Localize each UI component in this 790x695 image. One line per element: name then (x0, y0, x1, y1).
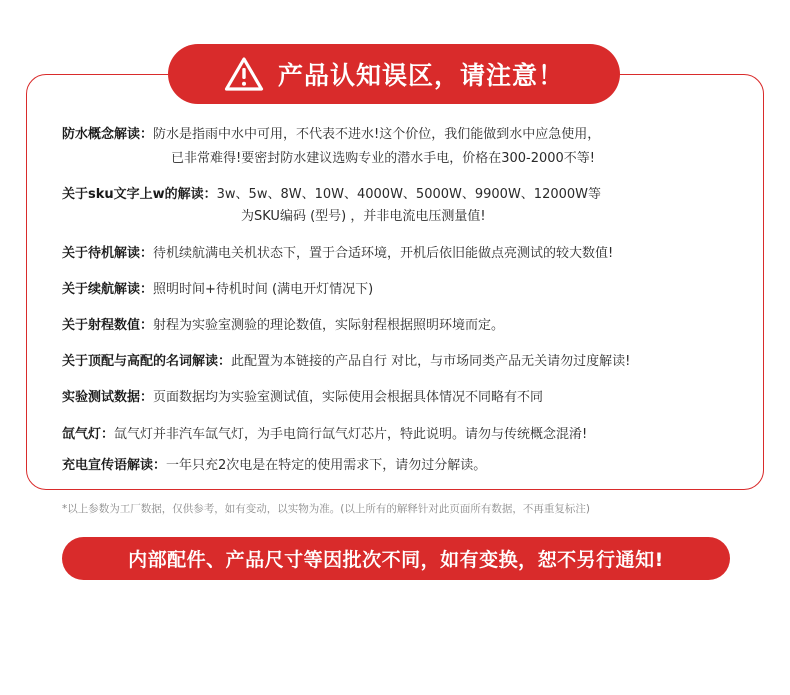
info-label: 关于续航解读： (62, 282, 154, 297)
info-text: 一年只充2次电是在特定的使用需求下，请勿过分解读。 (166, 458, 487, 473)
info-text: 此配置为本链接的产品自行 对比，与市场同类产品无关请勿过度解读! (231, 354, 631, 369)
info-label: 氙气灯： (62, 427, 115, 442)
info-label: 关于sku文字上w的解读： (62, 187, 217, 202)
notice-text: 内部配件、产品尺寸等因批次不同，如有变换，恕不另行通知! (128, 549, 664, 571)
footnote: *以上参数为工厂数据，仅供参考，如有变动，以实物为准。(以上所有的解释针对此页面所有数据，不再重复标注) (62, 503, 590, 515)
info-text: 照明时间+待机时间 (满电开灯情况下) (153, 282, 374, 297)
info-text: 防水是指雨中水中可用，不代表不进水!这个价位，我们能做到水中应急使用， (153, 127, 601, 142)
page-title: 产品认知误区，请注意！ (277, 61, 564, 90)
info-label: 充电宣传语解读： (62, 458, 167, 473)
info-row-charging (62, 455, 486, 477)
info-text: 射程为实验室测验的理论数值，实际射程根据照明环境而定。 (153, 318, 505, 333)
info-label: 关于待机解读： (62, 246, 154, 261)
info-row-config (62, 351, 630, 373)
info-row-waterproof (62, 124, 600, 146)
info-label: 防水概念解读： (62, 127, 154, 142)
info-row-xenon (62, 424, 587, 446)
info-text: 3w、5w、8W、10W、4000W、5000W、9900W、12000W等 (216, 187, 602, 202)
info-text: 待机续航满电关机状态下，置于合适环境，开机后依旧能做点亮测试的较大数值! (153, 246, 614, 261)
info-continuation: 已非常难得!要密封防水建议选购专业的潜水手电，价格在300-2000不等! (171, 151, 596, 166)
info-label: 关于射程数值： (62, 318, 154, 333)
info-row-range (62, 315, 504, 337)
warning-title-banner (168, 44, 620, 104)
info-row-sku (62, 184, 601, 206)
warning-triangle-icon (224, 56, 264, 92)
info-row-standby (62, 243, 613, 265)
info-label: 关于顶配与高配的名词解读： (62, 354, 232, 369)
info-text: 氙气灯并非汽车氙气灯，为手电筒行氙气灯芯片，特此说明。请勿与传统概念混淆! (114, 427, 588, 442)
info-row-endurance (62, 279, 373, 301)
info-text: 页面数据均为实验室测试值，实际使用会根据具体情况不同略有不同 (153, 390, 544, 405)
info-row-lab-data (62, 387, 543, 409)
notice-banner (62, 537, 730, 580)
info-continuation: 为SKU编码 (型号) ，并非电流电压测量值! (241, 209, 486, 224)
info-label: 实验测试数据： (62, 390, 154, 405)
